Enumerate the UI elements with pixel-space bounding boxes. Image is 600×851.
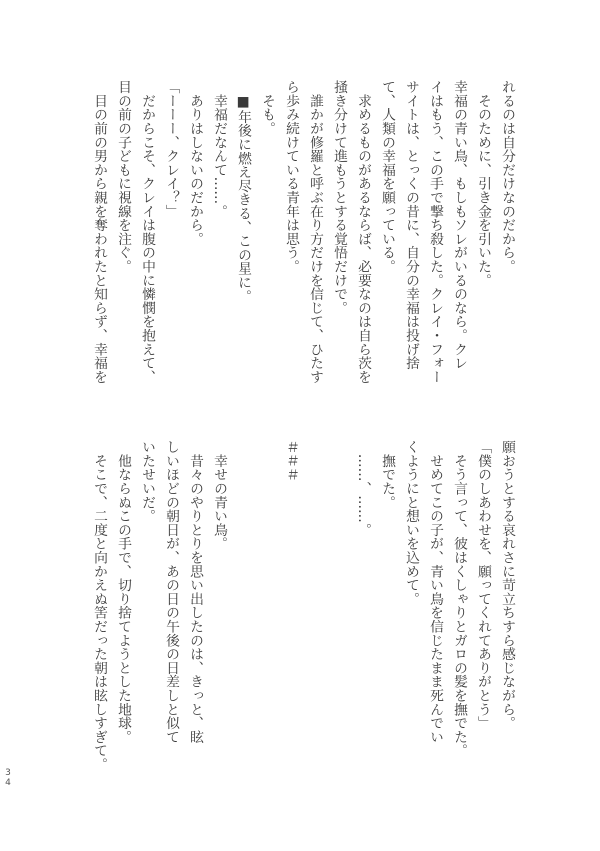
text-column: そのために、引き金を引いた。 [475, 80, 491, 287]
text-column: せめてこの子が、青い鳥を信じたまま死んでい [427, 440, 443, 744]
text-column: そも。 [259, 80, 275, 136]
text-column: れるのは自分だけなのだから。 [499, 80, 515, 274]
text-column: 目の前の男から親を奪われたと知らず、幸福を [91, 80, 107, 384]
text-column: 誰かが修羅と呼ぶ在り方だけを信じて、ひたす [307, 80, 323, 384]
text-column: ……、……。 [355, 440, 371, 537]
text-column: 掻き分けて進もうとする覚悟だけで。 [331, 80, 347, 315]
text-column: くようにと想いを込めて。 [403, 440, 419, 606]
text-column: 幸福の青い鳥、もしもソレがいるのなら。クレ [451, 80, 467, 370]
text-column: 昔々のやりとりを思い出したのは、きっと、眩 [187, 440, 203, 744]
text-column: 撫でた。 [379, 440, 395, 509]
text-column: 目の前の子どもに視線を注ぐ。 [115, 80, 131, 274]
text-column: ありはしないのだから。 [187, 80, 203, 246]
text-column: て、人類の幸福を願っている。 [379, 80, 395, 274]
text-column: いたせいだ。 [139, 440, 155, 523]
text-column: 幸福だなんて……。 [211, 80, 227, 218]
text-column: だからこそ、クレイは腹の中に憐憫を抱えて、 [139, 80, 155, 384]
text-column: 他ならぬこの手で、切り捨てようとした地球。 [115, 440, 131, 744]
text-column: ら歩み続けている青年は思う。 [283, 80, 299, 274]
text-column: そこで、二度と向かえぬ筈だった朝は眩しすぎて。 [91, 440, 107, 772]
text-column: 「ーーー、クレイ？」 [163, 80, 179, 218]
text-column: 幸せの青い鳥。 [211, 440, 227, 551]
section-break: ＃＃＃ [283, 440, 299, 482]
text-column: イはもう、この手で撃ち殺した。クレイ・フォー [427, 80, 443, 384]
text-column: しいほどの朝日が、あの日の午後の日差しと似て [163, 440, 179, 744]
text-column: 「僕のしあわせを、願ってくれてありがとう」 [475, 440, 491, 730]
text-column: 求めるものがあるならば、必要なのは自ら茨を [355, 80, 371, 384]
page-number: 34 [5, 768, 11, 788]
text-column: そう言って、彼はくしゃりとガロの髪を撫でた。 [451, 440, 467, 758]
text-column: 願おうとする哀れさに苛立ちすら感じながら。 [499, 440, 515, 730]
text-column: サイトは、とっくの昔に、自分の幸福は投げ捨 [403, 80, 419, 370]
text-column: ■年後に燃え尽きる、この星に。 [235, 80, 251, 303]
